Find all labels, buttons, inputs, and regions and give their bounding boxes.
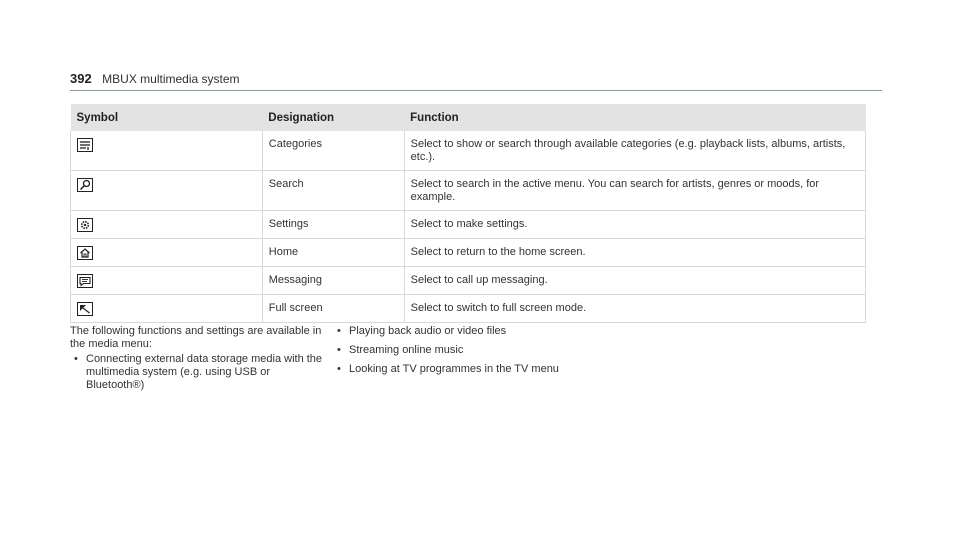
function-cell: Select to show or search through available categories (e.g. playback lists, albums, artists, etc.). — [404, 131, 865, 171]
symbol-cell — [71, 131, 263, 171]
function-cell: Select to make settings. — [404, 211, 865, 239]
bullet-marker: • — [74, 353, 78, 365]
bullet-list-right — [333, 325, 633, 376]
list-item-text: Connecting external data storage media with the multimedia system (e.g. using USB or Bluetooth®) — [86, 353, 323, 391]
symbol-cell — [71, 171, 263, 211]
table-row — [71, 211, 866, 239]
symbol-cell — [71, 295, 263, 323]
column-header-designation: Designation — [262, 104, 404, 131]
designation-cell: Search — [262, 171, 404, 211]
list-item — [70, 353, 330, 392]
table-header-row — [71, 104, 866, 131]
list-item — [333, 363, 633, 376]
list-item-text: Looking at TV programmes in the TV menu — [349, 363, 559, 375]
search-icon — [77, 178, 93, 192]
designation-cell: Full screen — [262, 295, 404, 323]
function-cell: Select to call up messaging. — [404, 267, 865, 295]
table-row — [71, 295, 866, 323]
function-cell: Select to return to the home screen. — [404, 239, 865, 267]
page-number: 392 — [70, 71, 92, 86]
list-item — [333, 325, 633, 338]
designation-cell: Categories — [262, 131, 404, 171]
messaging-icon — [77, 274, 93, 288]
table-row — [71, 131, 866, 171]
settings-gear-icon — [77, 218, 93, 232]
function-cell: Select to search in the active menu. You can search for artists, genres or moods, for example. — [404, 171, 865, 211]
symbol-table — [70, 104, 866, 323]
bullet-marker: • — [337, 363, 341, 375]
bullet-marker: • — [337, 344, 341, 356]
page-header — [70, 70, 882, 88]
symbol-cell — [71, 211, 263, 239]
header-divider — [70, 90, 882, 91]
categories-icon — [77, 138, 93, 152]
list-item — [333, 344, 633, 357]
bullet-list-left — [70, 353, 330, 392]
column-header-function: Function — [404, 104, 865, 131]
media-menu-intro-column — [70, 325, 330, 398]
intro-paragraph: The following functions and settings are available in the media menu: — [70, 325, 322, 350]
home-icon — [77, 246, 93, 260]
list-item-text: Playing back audio or video files — [349, 325, 507, 337]
function-cell: Select to switch to full screen mode. — [404, 295, 865, 323]
full-screen-icon — [77, 302, 93, 316]
designation-cell: Home — [262, 239, 404, 267]
table-row — [71, 239, 866, 267]
symbol-cell — [71, 267, 263, 295]
column-header-symbol: Symbol — [71, 104, 263, 131]
bullet-marker: • — [337, 325, 341, 337]
list-item-text: Streaming online music — [349, 344, 464, 356]
table-row — [71, 171, 866, 211]
table-row — [71, 267, 866, 295]
media-menu-list-column — [333, 325, 633, 382]
symbol-cell — [71, 239, 263, 267]
section-title: MBUX multimedia system — [102, 72, 240, 86]
designation-cell: Settings — [262, 211, 404, 239]
designation-cell: Messaging — [262, 267, 404, 295]
